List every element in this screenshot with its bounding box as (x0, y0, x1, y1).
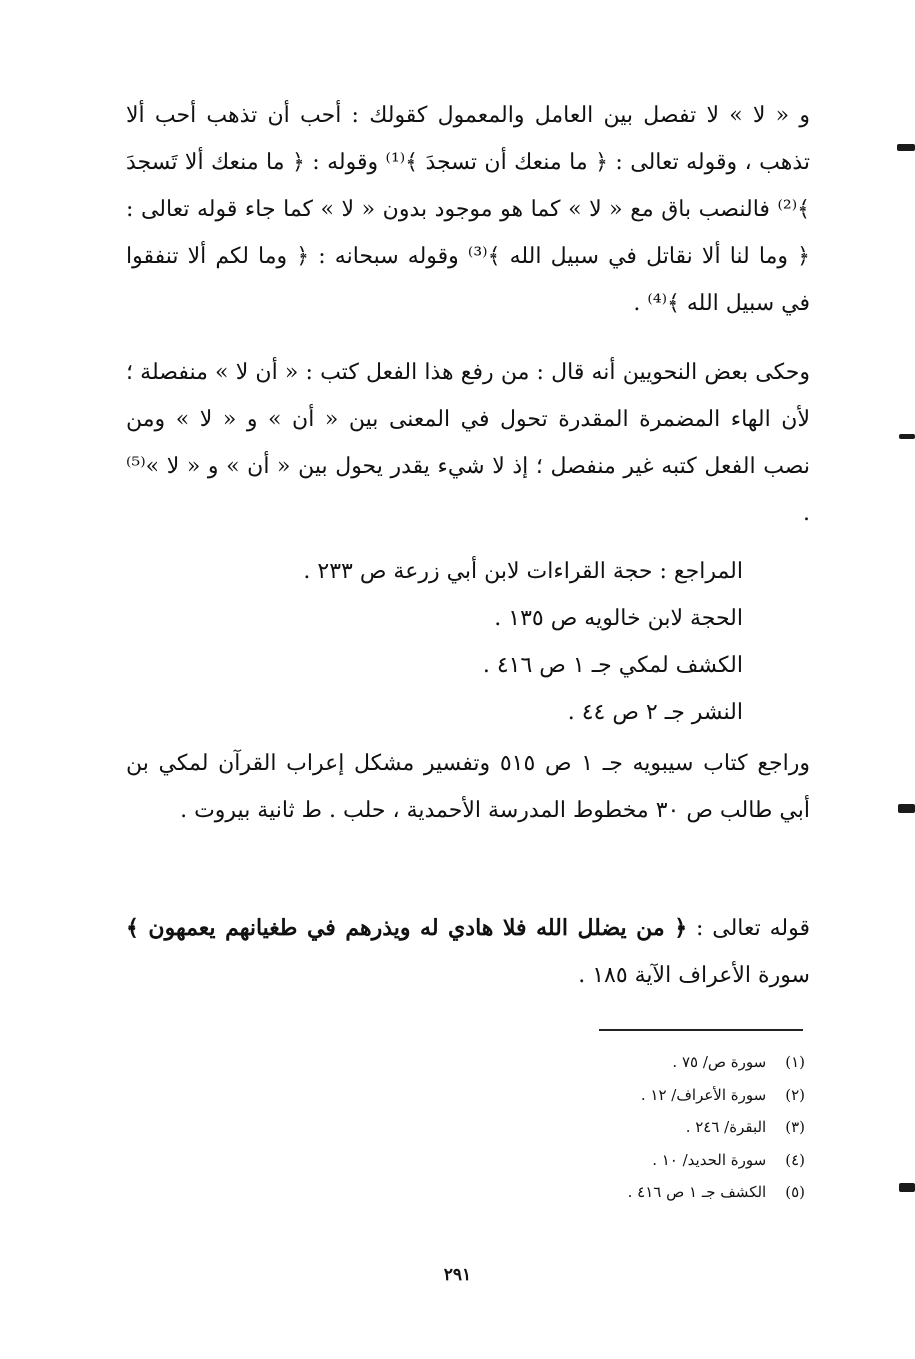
reference-line: الحجة لابن خالويه ص ١٣٥ . (494, 606, 743, 631)
page-number: ٢٩١ (443, 1265, 472, 1285)
footnote-item (385, 1144, 805, 1177)
reference-line: النشر جـ ٢ ص ٤٤ . (567, 700, 743, 725)
paragraph-la-separation (126, 92, 810, 327)
footnote-number: (٣) (785, 1118, 805, 1136)
references-list (183, 548, 743, 736)
footnote-number: (١) (785, 1053, 805, 1071)
footnotes-list (385, 1046, 805, 1209)
paragraph-grammarians-quote (126, 349, 810, 537)
footnote-number: (٥) (785, 1183, 805, 1201)
verse-source: سورة الأعراف الآية ١٨٥ . (578, 963, 810, 988)
footnote-item (385, 1046, 805, 1079)
reference-line: الكشف لمكي جـ ١ ص ٤١٦ . (482, 653, 743, 678)
footnote-number: (٤) (785, 1150, 805, 1169)
footnote-text: البقرة/ ٢٤٦ . (685, 1118, 767, 1136)
verse-text: ﴿ من يضلل الله فلا هادي له ويذرهم في طغيانهم يعمهون ﴾ (126, 915, 688, 941)
footnote-item (385, 1079, 805, 1112)
paragraph-text: و « لا » لا تفصل بين العامل والمعمول كقولك : أحب أن تذهب أحب ألا تذهب ، وقوله تعالى : ﴿ ما منعك أن تسجدَ ﴾⁽¹⁾ وقوله : ﴿ ما منعك ألا تَسجدَ ﴾⁽²⁾ فالنصب باق مع « لا » كما هو موجود بدون « لا » كما جاء قوله تعالى : ﴿ وما لنا ألا نقاتل في سبيل الله ﴾⁽³⁾ وقوله سبحانه : ﴿ وما لكم ألا تنفقوا في سبيل الله ﴾⁽⁴⁾ . (126, 103, 810, 316)
footnote-item (385, 1176, 805, 1209)
footnote-divider (599, 1029, 803, 1031)
reference-line: المراجع : حجة القراءات لابن أبي زرعة ص ٢٣٣ . (303, 559, 743, 584)
footnote-text: الكشف جـ ١ ص ٤١٦ . (627, 1183, 767, 1201)
footnote-text: سورة الأعراف/ ١٢ . (640, 1085, 767, 1104)
verse-paragraph (126, 905, 810, 999)
paragraph-text: وراجع كتاب سيبويه جـ ١ ص ٥١٥ وتفسير مشكل إعراب القرآن لمكي بن أبي طالب ص ٣٠ مخطوط المدرسة الأحمدية ، حلب . ط ثانية بيروت . (126, 751, 810, 823)
paragraph-see-also (126, 740, 810, 834)
footnote-number: (٢) (785, 1085, 805, 1104)
verse-intro: قوله تعالى : (687, 916, 810, 941)
paragraph-text: وحكى بعض النحويين أنه قال : من رفع هذا الفعل كتب : « أن لا » منفصلة ؛ لأن الهاء المضمرة المقدرة تحول في المعنى بين « أن » و « لا » ومن نصب الفعل كتبه غير منفصل ؛ إذ لا شيء يقدر يحول بين « أن » و « لا »⁽⁵⁾ . (126, 360, 810, 526)
scan-edge-mark (899, 1183, 915, 1192)
footnote-text: سورة الحديد/ ١٠ . (652, 1150, 767, 1169)
footnote-text: سورة ص/ ٧٥ . (672, 1053, 767, 1071)
scan-edge-mark (897, 144, 915, 151)
scan-edge-mark (898, 804, 915, 813)
footnote-item (385, 1111, 805, 1144)
scan-edge-mark (899, 434, 915, 439)
